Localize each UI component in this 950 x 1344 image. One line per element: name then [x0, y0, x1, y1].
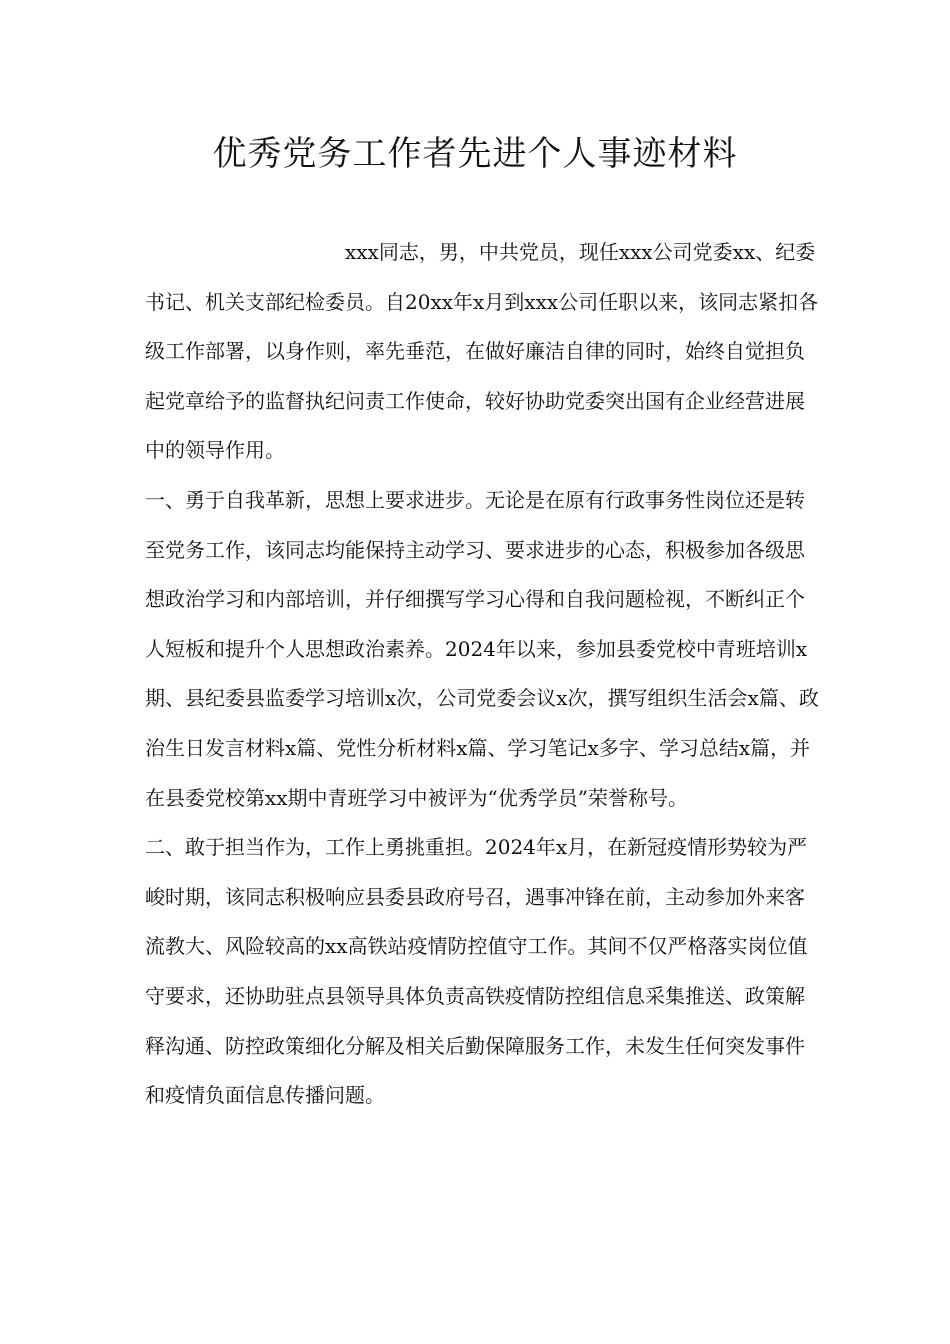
document-title: 优秀党务工作者先进个人事迹材料	[212, 134, 738, 174]
section-two-paragraph: 二、敢于担当作为，工作上勇挑重担。2024年x月，在新冠疫情形势较为严峻时期，该同志积极响应县委县政府号召，遇事冲锋在前，主动参加外来客流教大、风险较高的xx高铁站疫情防控值守工作。其间不仅严格落实岗位值守要求，还协助驻点县领导具体负责高铁疫情防控组信息采集推送、政策解释沟通、防控政策细化分解及相关后勤保障服务工作，未发生任何突发事件和疫情负面信息传播问题。	[145, 835, 808, 1108]
section-one-paragraph: 一、勇于自我革新，思想上要求进步。无论是在原有行政事务性岗位还是转至党务工作，该同志均能保持主动学习、要求进步的心态，积极参加各级思想政治学习和内部培训，并仔细撰写学习心得和自我问题检视，不断纠正个人短板和提升个人思想政治素养。2024年以来，参加县委党校中青班培训x期、县纪委县监委学习培训x次，公司党委会议x次，撰写组织生活会x篇、政治生日发言材料x篇、党性分析材料x篇、学习笔记x多字、学习总结x篇，并在县委党校第xx期中青班学习中被评为“优秀学员”荣誉称号。	[145, 487, 819, 810]
intro-paragraph: xxx同志，男，中共党员，现任xxx公司党委xx、纪委书记、机关支部纪检委员。自20xx年x月到xxx公司任职以来，该同志紧扣各级工作部署，以身作则，率先垂范，在做好廉洁自律的同时，始终自觉担负起党章给予的监督执纪问责工作使命，较好协助党委突出国有企业经营进展中的领导作用。	[145, 240, 819, 463]
document-body	[145, 228, 820, 1121]
